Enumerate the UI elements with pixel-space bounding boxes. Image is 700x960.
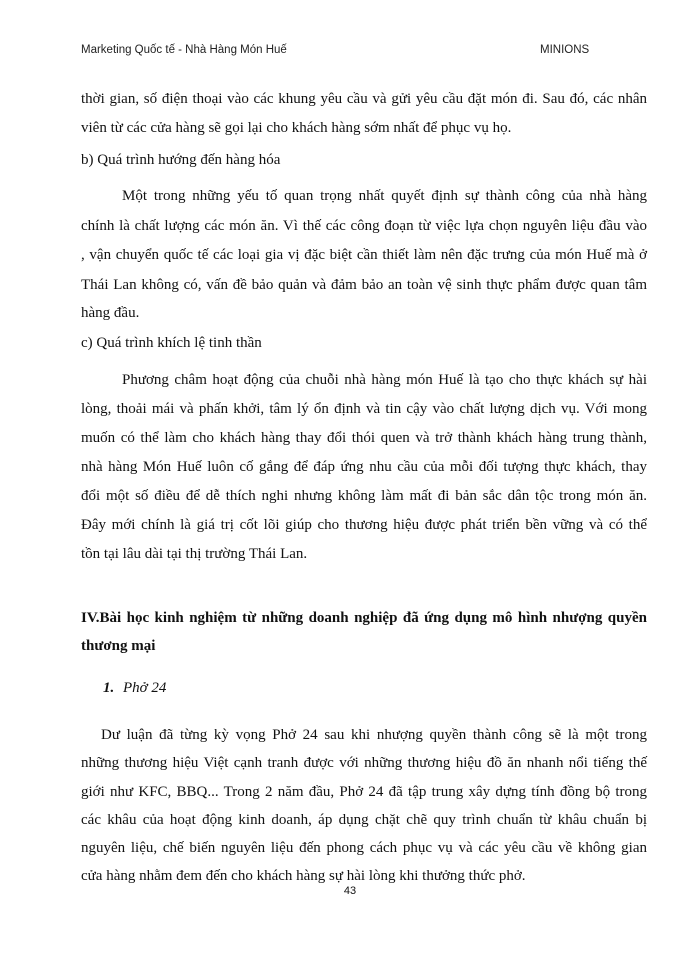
paragraph-line: hàng đầu. bbox=[81, 305, 140, 321]
paragraph-line: Phương châm hoạt động của chuỗi nhà hàng món Huế là tạo cho thực khách sự hài bbox=[122, 372, 647, 388]
section-heading-c: c) Quá trình khích lệ tinh thần bbox=[81, 335, 262, 351]
paragraph-line: giới như KFC, BBQ... Trong 2 năm đầu, Phở 24 đã tập trung xây dựng tính đồng bộ trong bbox=[81, 784, 647, 800]
paragraph-line: muốn có thể làm cho khách hàng thay đổi thói quen và trở thành khách hàng trung thành, bbox=[81, 430, 647, 446]
paragraph-line: nhà hàng Món Huế luôn cố gắng để đáp ứng nhu cầu của mỗi đối tượng thực khách, thay bbox=[81, 459, 647, 475]
subheading-title: Phở 24 bbox=[123, 680, 167, 696]
paragraph-line: Đây mới chính là giá trị cốt lõi giúp cho thương hiệu được phát triển bền vững và có thể bbox=[81, 517, 647, 533]
paragraph-line: nguyên liệu, chế biến nguyên liệu đến phong cách phục vụ và các yêu cầu về không gian bbox=[81, 840, 647, 856]
paragraph-line: , vận chuyển quốc tế các loại gia vị đặc biệt cần thiết làm nên đặc trưng của món Huế mà ở bbox=[81, 247, 647, 263]
paragraph-line: lòng, thoải mái và phấn khởi, tâm lý ổn định và tin cậy vào chất lượng dịch vụ. Với mong bbox=[81, 401, 647, 417]
header-right: MINIONS bbox=[540, 44, 590, 56]
paragraph-line: viên từ các cửa hàng sẽ gọi lại cho khách hàng sớm nhất để phục vụ họ. bbox=[81, 120, 512, 136]
paragraph-line: chính là chất lượng các món ăn. Vì thế các công đoạn từ việc lựa chọn nguyên liệu đầu vào bbox=[81, 218, 647, 234]
paragraph-line: đổi một số điều để dễ thích nghi nhưng không làm mất đi bản sắc dân tộc trong món ăn. bbox=[81, 488, 647, 504]
subheading-number: 1. bbox=[103, 680, 115, 696]
paragraph-line: cửa hàng nhằm đem đến cho khách hàng sự hài lòng khi thưởng thức phở. bbox=[81, 868, 526, 884]
paragraph-line: tồn tại lâu dài tại thị trường Thái Lan. bbox=[81, 546, 308, 562]
paragraph-line: Dư luận đã từng kỳ vọng Phở 24 sau khi nhượng quyền thành công sẽ là một trong bbox=[101, 727, 647, 743]
section-heading-iv: IV.Bài học kinh nghiệm từ những doanh nghiệp đã ứng dụng mô hình nhượng quyền bbox=[81, 610, 647, 626]
paragraph-line: các khâu của hoạt động kinh doanh, áp dụng chặt chẽ quy trình chuẩn từ khâu chuẩn bị bbox=[81, 812, 647, 828]
paragraph-line: những thương hiệu Việt cạnh tranh được với những thương hiệu đồ ăn nhanh nổi tiếng thế bbox=[81, 755, 647, 771]
paragraph-line: Thái Lan không có, vấn đề bảo quản và đảm bảo an toàn vệ sinh thực phẩm được quan tâm bbox=[81, 277, 647, 293]
page-number: 43 bbox=[343, 885, 357, 897]
paragraph-line: thời gian, số điện thoại vào các khung yêu cầu và gửi yêu cầu đặt món đi. Sau đó, các nhân bbox=[81, 91, 647, 107]
paragraph-line: Một trong những yếu tố quan trọng nhất quyết định sự thành công của nhà hàng bbox=[122, 188, 647, 204]
section-heading-iv-cont: thương mại bbox=[81, 638, 156, 654]
section-heading-b: b) Quá trình hướng đến hàng hóa bbox=[81, 152, 281, 168]
header-title: Marketing Quốc tế - Nhà Hàng Món Huế bbox=[81, 44, 287, 56]
